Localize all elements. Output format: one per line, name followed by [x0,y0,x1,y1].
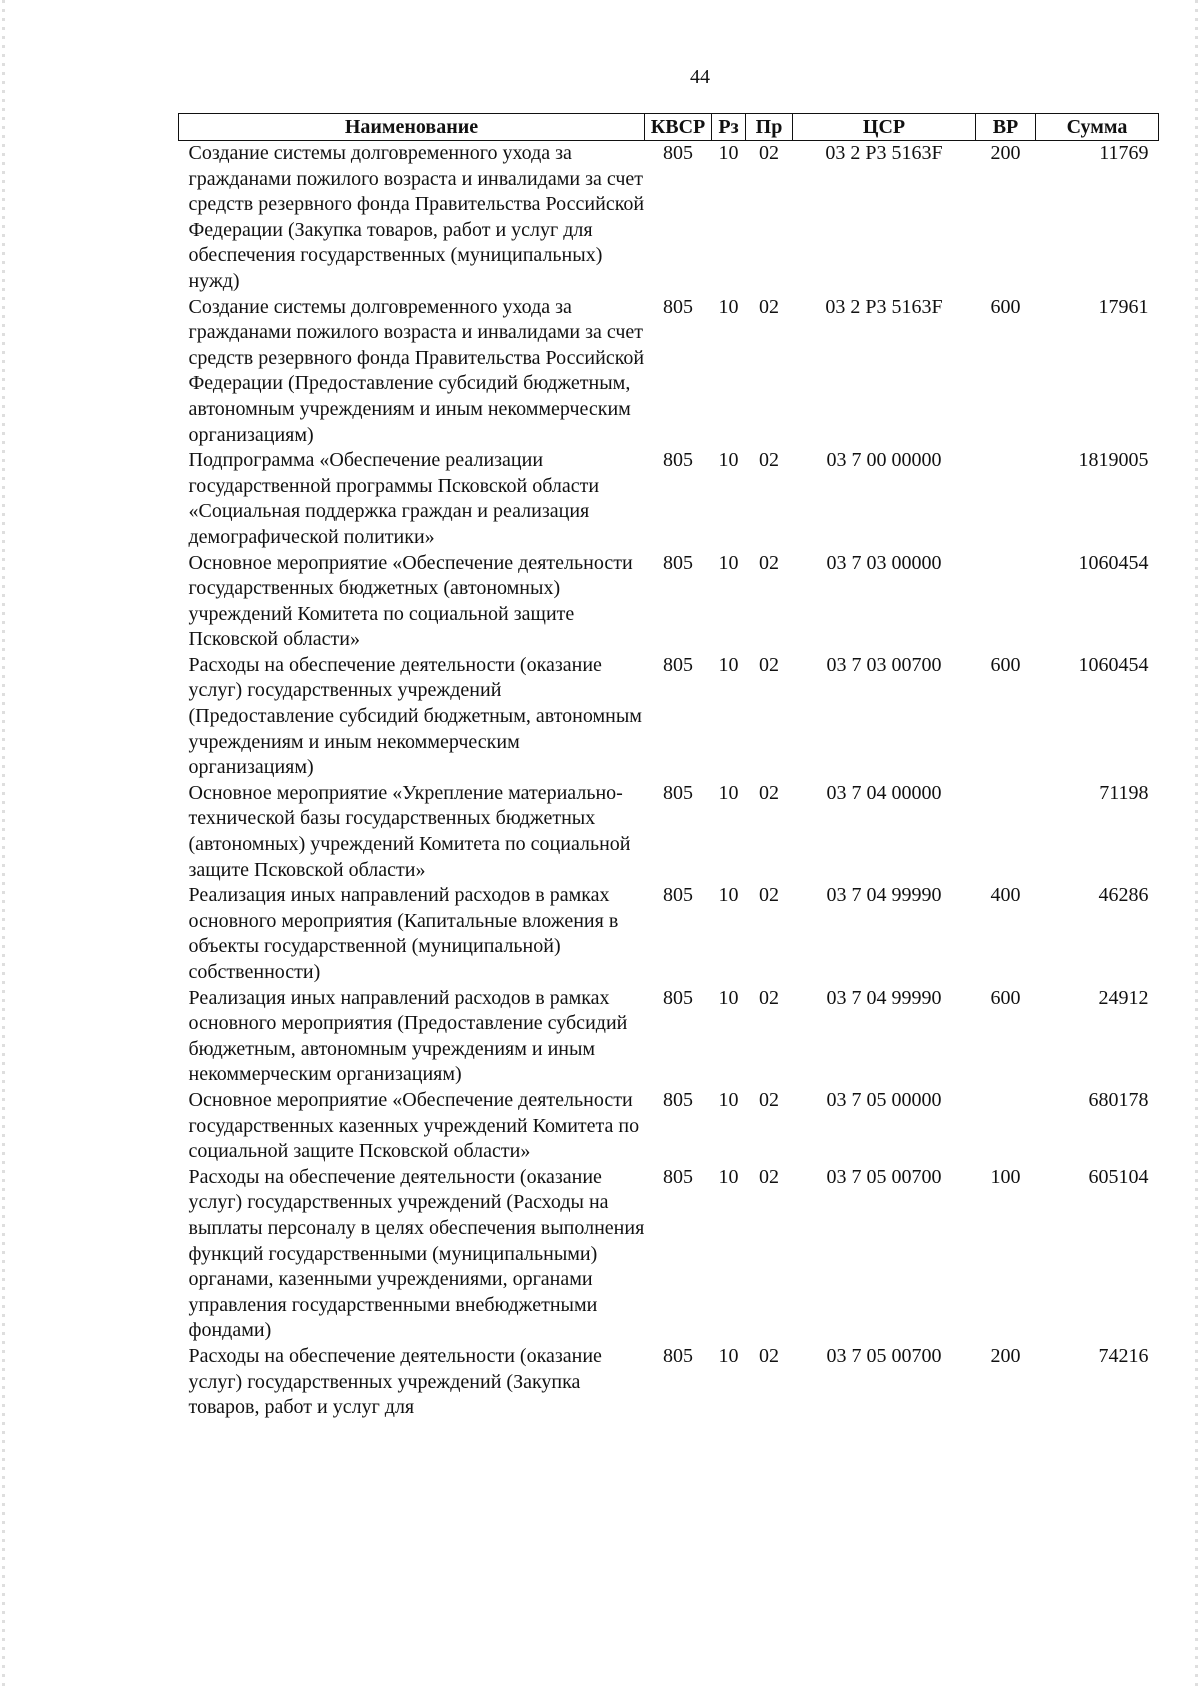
cell-pr: 02 [759,781,779,804]
scan-edge-right [1195,0,1198,1686]
cell-vr: 600 [990,653,1021,676]
header-pr: Пр [746,114,793,141]
table-row [179,1344,1159,1421]
cell-vr: 100 [990,1165,1021,1188]
cell-kvsr: 805 [663,551,693,574]
cell-csr: 03 7 03 00000 [826,551,942,574]
cell-vr: 600 [990,986,1021,1009]
scan-edge-left [2,0,5,1686]
cell-vr [976,1088,1036,1165]
cell-rz: 10 [718,1165,739,1188]
cell-kvsr: 805 [663,884,693,907]
cell-sum: 11769 [1099,142,1149,164]
cell-name: Подпрограмма «Обеспечение реализации государственной программы Псковской области «Социальная поддержка граждан и реализация демографической политики» [188,449,600,548]
cell-pr: 02 [759,653,779,676]
cell-kvsr: 805 [663,986,693,1009]
cell-kvsr: 805 [663,1344,693,1367]
cell-rz: 10 [718,295,739,318]
cell-rz: 10 [718,781,739,804]
cell-csr: 03 2 Р3 5163F [825,295,943,318]
cell-sum: 17961 [1098,295,1149,318]
table-row [179,1088,1159,1165]
cell-rz: 10 [718,653,739,676]
cell-csr: 03 2 Р3 5163F [825,142,943,164]
table-body [179,141,1159,1421]
cell-csr: 03 7 04 99990 [826,884,942,907]
cell-name: Создание системы долговременного ухода за гражданами пожилого возраста и инвалидами за счет средств резервного фонда Правительства Российской Федерации (Закупка товаров, работ и услуг для обеспечения государственных (муниципальных) нужд) [188,142,645,292]
cell-rz: 10 [718,449,739,472]
cell-rz: 10 [718,986,739,1009]
table-row [179,653,1159,781]
header-kvsr: КВСР [645,114,712,141]
cell-vr: 600 [990,295,1021,318]
cell-pr: 02 [759,1165,779,1188]
table-row [179,781,1159,883]
cell-vr [976,781,1036,883]
cell-pr: 02 [759,986,779,1009]
cell-kvsr: 805 [663,142,693,164]
cell-sum: 74216 [1098,1344,1149,1367]
header-sum: Сумма [1036,114,1159,141]
cell-sum: 1060454 [1078,653,1149,676]
cell-rz: 10 [718,1088,739,1111]
cell-name: Расходы на обеспечение деятельности (оказание услуг) государственных учреждений (Предоставление субсидий бюджетным, автономным учреждениям и иным некоммерческим организациям) [188,653,642,779]
header-name: Наименование [179,114,645,141]
table-row [179,295,1159,449]
cell-rz: 10 [718,1344,739,1367]
cell-vr: 200 [990,142,1021,164]
header-rz: Рз [712,114,746,141]
cell-vr [976,551,1036,653]
cell-kvsr: 805 [663,295,693,318]
cell-csr: 03 7 05 00700 [826,1344,942,1367]
cell-vr: 200 [990,1344,1021,1367]
header-row [179,114,1159,141]
page-number: 44 [690,66,710,88]
cell-csr: 03 7 00 00000 [826,449,942,472]
cell-kvsr: 805 [663,1165,693,1188]
cell-sum: 605104 [1088,1165,1149,1188]
cell-kvsr: 805 [663,653,693,676]
cell-name: Расходы на обеспечение деятельности (оказание услуг) государственных учреждений (Расходы на выплаты персоналу в целях обеспечения выполнения функций государственными (муниципальными) органами, казенными учреждениями, органами управления государственными внебюджетными фондами) [188,1165,645,1342]
cell-name: Создание системы долговременного ухода за гражданами пожилого возраста и инвалидами за счет средств резервного фонда Правительства Российской Федерации (Предоставление субсидий бюджетным, автономным учреждениям и иным некоммерческим организациям) [188,295,645,446]
cell-name: Основное мероприятие «Обеспечение деятельности государственных бюджетных (автономных) учреждений Комитета по социальной защите Псковской области» [188,551,633,651]
cell-sum: 46286 [1098,884,1149,907]
cell-sum: 1819005 [1078,449,1149,472]
cell-pr: 02 [759,142,779,164]
cell-name: Реализация иных направлений расходов в рамках основного мероприятия (Капитальные вложения в объекты государственной (муниципальной) собственности) [188,884,619,983]
cell-kvsr: 805 [663,1088,693,1111]
table-row [179,141,1159,295]
cell-csr: 03 7 04 99990 [826,986,942,1009]
cell-rz: 10 [718,142,739,164]
header-csr: ЦСР [793,114,976,141]
table-row [179,986,1159,1088]
cell-name: Реализация иных направлений расходов в рамках основного мероприятия (Предоставление субсидий бюджетным, автономным учреждениям и иным некоммерческим организациям) [188,986,628,1086]
cell-kvsr: 805 [663,781,693,804]
cell-kvsr: 805 [663,449,693,472]
cell-pr: 02 [759,449,779,472]
table-row [179,883,1159,985]
cell-rz: 10 [718,884,739,907]
cell-csr: 03 7 03 00700 [826,653,942,676]
table-row [179,448,1159,550]
cell-sum: 71198 [1099,781,1149,804]
cell-vr: 400 [990,884,1021,907]
table-header [179,114,1159,141]
table-row [179,1165,1159,1344]
cell-sum: 1060454 [1078,551,1149,574]
cell-vr [976,448,1036,550]
header-vr: ВР [976,114,1036,141]
cell-name: Расходы на обеспечение деятельности (оказание услуг) государственных учреждений (Закупка товаров, работ и услуг для [188,1344,602,1419]
cell-pr: 02 [759,295,779,318]
cell-csr: 03 7 05 00700 [826,1165,942,1188]
cell-csr: 03 7 04 00000 [826,781,942,804]
cell-csr: 03 7 05 00000 [826,1088,942,1111]
cell-pr: 02 [759,884,779,907]
cell-pr: 02 [759,1344,779,1367]
budget-table [178,113,1159,1421]
cell-pr: 02 [759,1088,779,1111]
table-row [179,551,1159,653]
cell-name: Основное мероприятие «Обеспечение деятельности государственных казенных учреждений Комитета по социальной защите Псковской области» [188,1088,640,1163]
cell-rz: 10 [718,551,739,574]
cell-pr: 02 [759,551,779,574]
cell-sum: 680178 [1088,1088,1149,1111]
cell-name: Основное мероприятие «Укрепление материально-технической базы государственных бюджетных (автономных) учреждений Комитета по социальной защите Псковской области» [188,781,631,881]
cell-sum: 24912 [1098,986,1149,1009]
